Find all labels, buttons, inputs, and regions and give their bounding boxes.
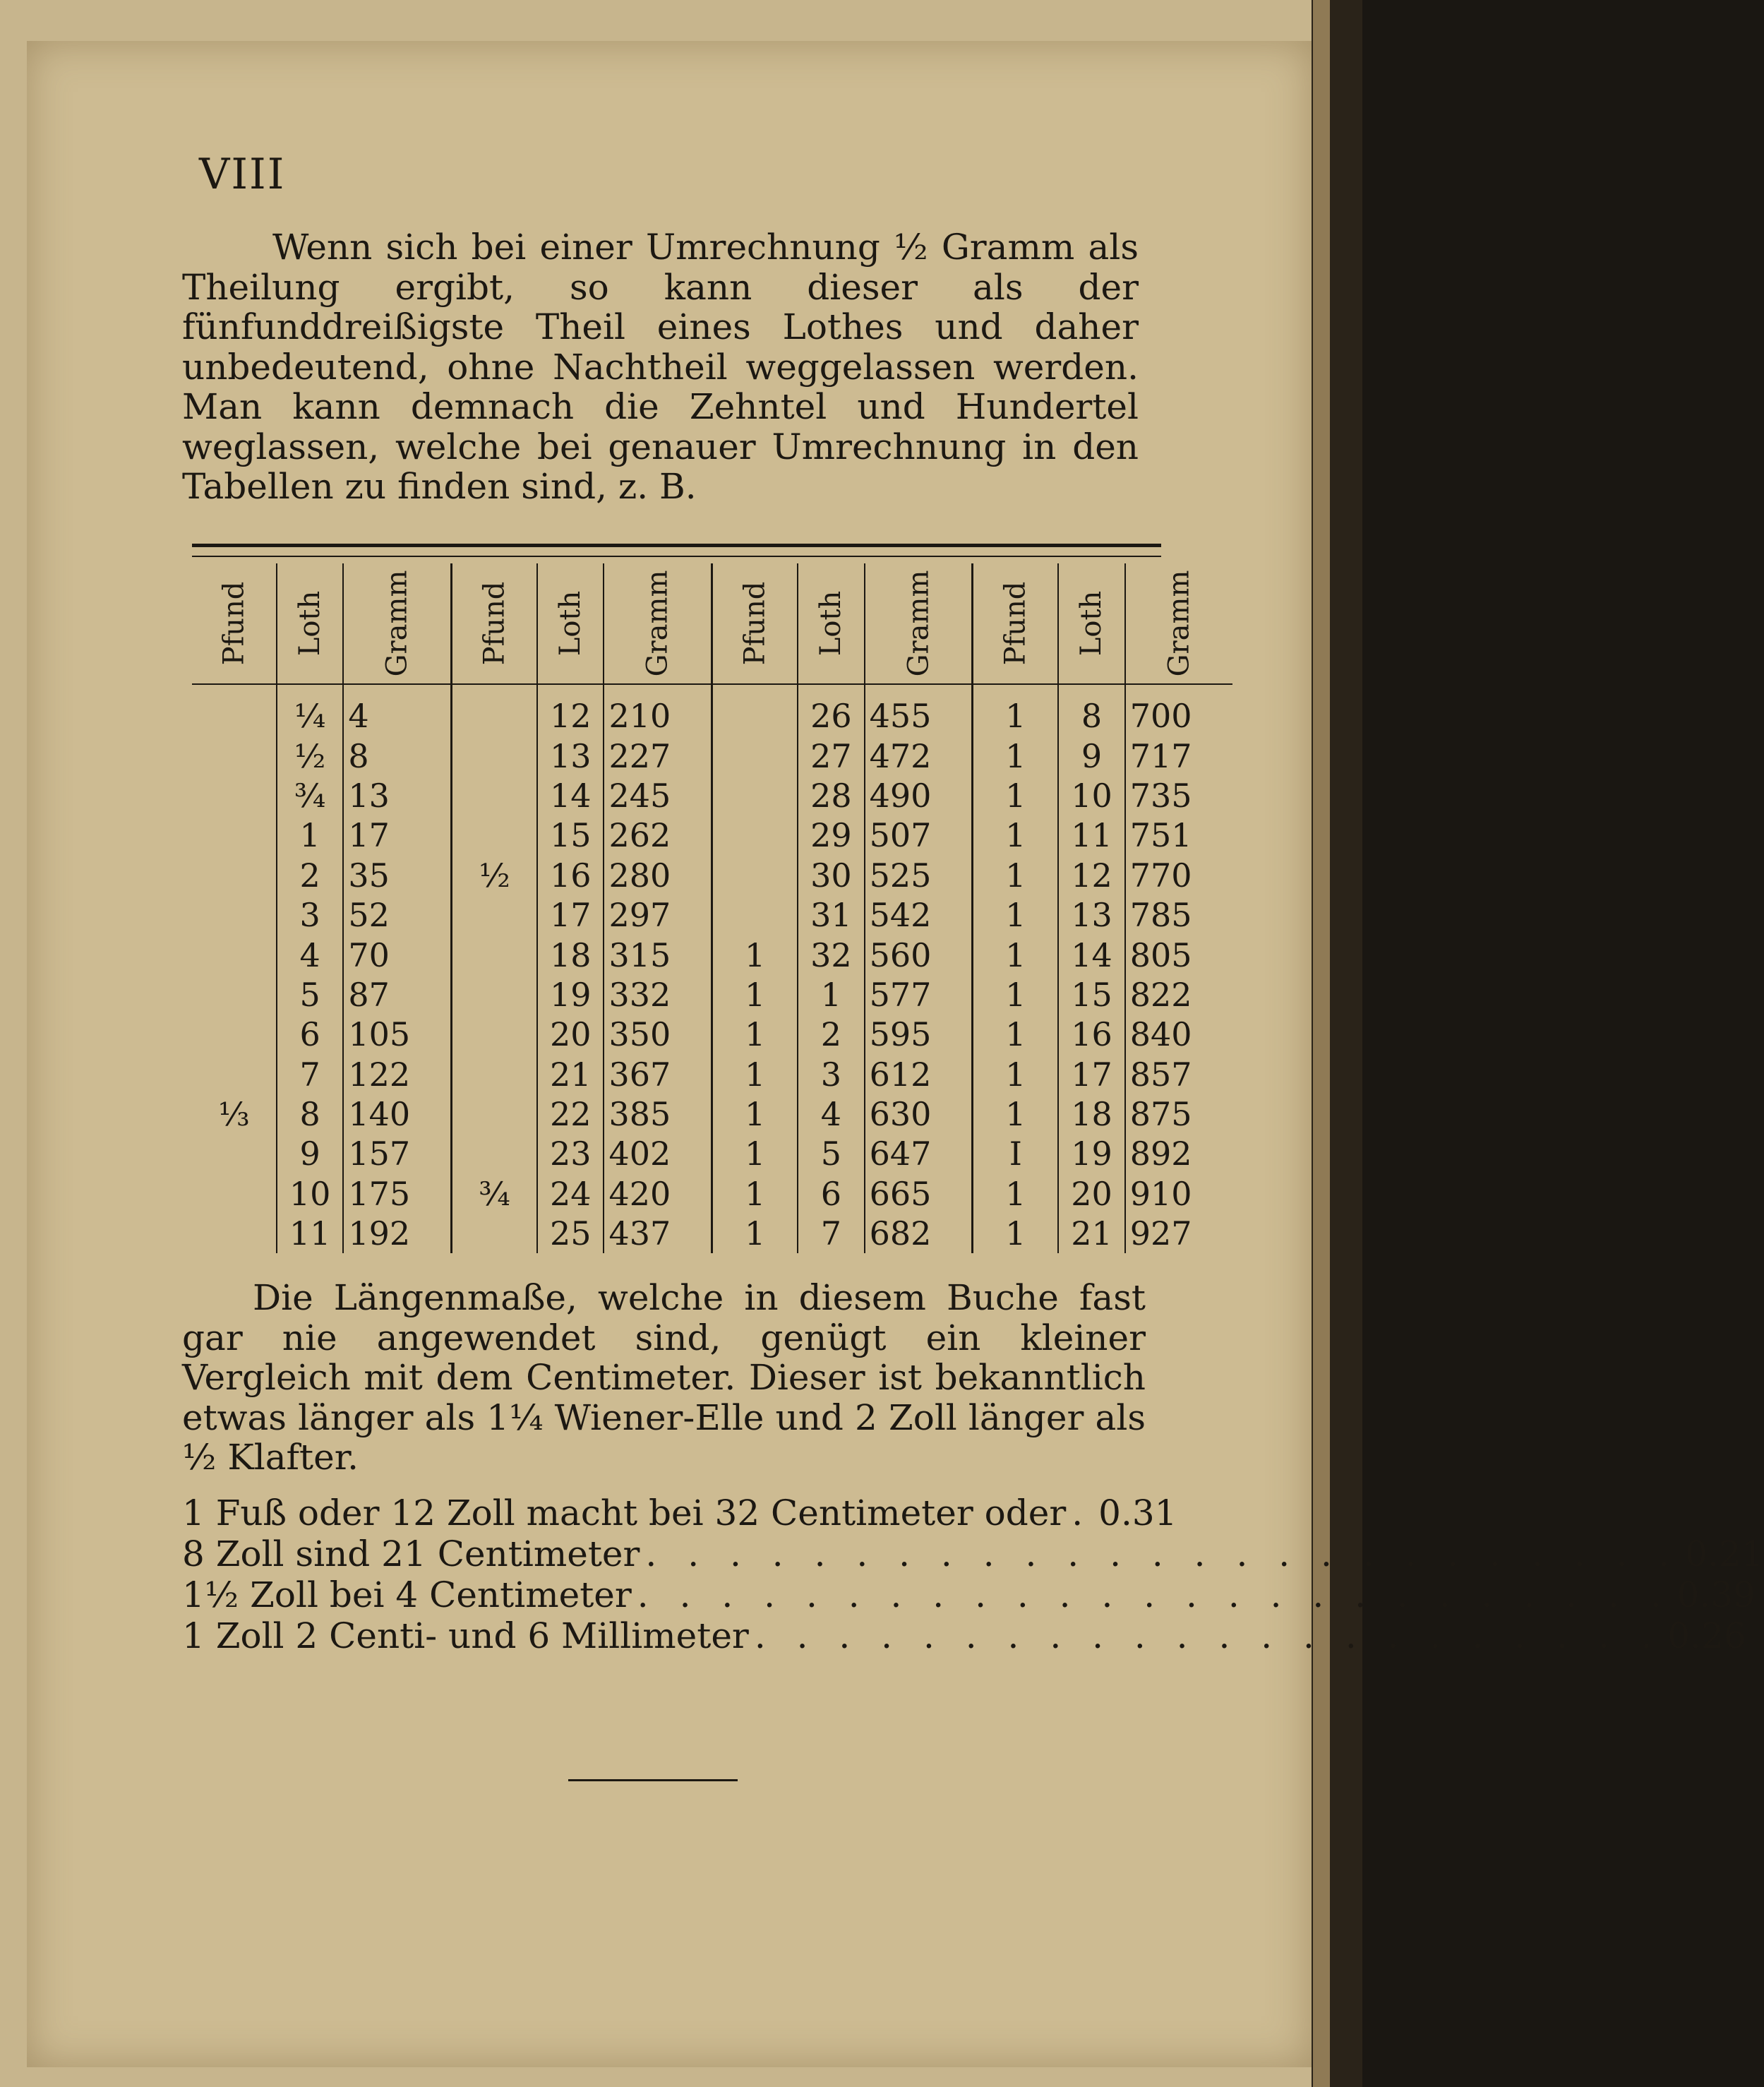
table-cell: 21 [537, 1055, 604, 1094]
header-cell: Pfund [712, 563, 798, 684]
table-row [192, 1174, 1232, 1214]
measure-row [182, 1493, 1177, 1533]
table-cell: 2 [277, 856, 343, 895]
table-cell: 3 [798, 1055, 864, 1094]
table-cell: 8 [1058, 684, 1124, 736]
table-cell: 9 [277, 1134, 343, 1173]
table-cell: 25 [537, 1214, 604, 1253]
table-cell: 805 [1125, 935, 1232, 974]
table-cell: I [973, 1134, 1058, 1173]
table-cell [192, 815, 277, 855]
spine-edge [1313, 0, 1330, 2087]
table-row [192, 736, 1232, 775]
table-cell [452, 1015, 537, 1054]
table-cell: 4 [277, 935, 343, 974]
table-cell [192, 1015, 277, 1054]
table-cell: 735 [1125, 776, 1232, 815]
table-cell: 32 [798, 935, 864, 974]
table-cell: 3 [277, 895, 343, 935]
table-cell: 437 [604, 1214, 712, 1253]
table-cell: ¾ [452, 1174, 537, 1214]
table-cell: 14 [1058, 935, 1124, 974]
table-cell: 1 [973, 1174, 1058, 1214]
table-cell: 22 [537, 1094, 604, 1134]
table-cell: 350 [604, 1015, 712, 1054]
table-row [192, 815, 1232, 855]
header-cell: Gramm [865, 563, 973, 684]
table-row [192, 1094, 1232, 1134]
table-cell: 822 [1125, 975, 1232, 1015]
table-cell: 16 [1058, 1015, 1124, 1054]
table-cell: 332 [604, 975, 712, 1015]
table-cell: 31 [798, 895, 864, 935]
table-cell [192, 935, 277, 974]
table-cell: 5 [277, 975, 343, 1015]
table-cell: 7 [277, 1055, 343, 1094]
table-cell: 717 [1125, 736, 1232, 775]
table-cell: 1 [712, 935, 798, 974]
table-cell: 1 [973, 1015, 1058, 1054]
table-cell: 70 [343, 935, 451, 974]
table-cell: 210 [604, 684, 712, 736]
table-cell: 297 [604, 895, 712, 935]
table-cell: 18 [537, 935, 604, 974]
table-cell [452, 1055, 537, 1094]
table-cell: 367 [604, 1055, 712, 1094]
table-cell: 12 [537, 684, 604, 736]
table-cell: 18 [1058, 1094, 1124, 1134]
table-top-rule [192, 544, 1161, 547]
table-cell: 10 [1058, 776, 1124, 815]
table-cell: 280 [604, 856, 712, 895]
table-header-row [192, 563, 1232, 684]
table-cell [192, 1214, 277, 1253]
leader-dots: . . . . . . . . . . . . . . . . . . . . . . . . . [645, 1533, 1680, 1574]
table-cell: 840 [1125, 1015, 1232, 1054]
table-cell: 1 [973, 935, 1058, 974]
table-cell: 1 [973, 1094, 1058, 1134]
table-cell: ½ [452, 856, 537, 895]
measure-row [182, 1574, 1756, 1615]
measure-value: 0.39 [1676, 1574, 1756, 1615]
table-cell: 1 [712, 975, 798, 1015]
table-cell: 1 [973, 776, 1058, 815]
table-cell: 6 [277, 1015, 343, 1054]
table-cell: 245 [604, 776, 712, 815]
table-cell: 87 [343, 975, 451, 1015]
table-cell [452, 1094, 537, 1134]
table-cell: 4 [798, 1094, 864, 1134]
closing-rule [568, 1779, 738, 1781]
table-cell: 525 [865, 856, 973, 895]
table-cell [452, 776, 537, 815]
table-cell: 385 [604, 1094, 712, 1134]
table-cell: 13 [343, 776, 451, 815]
measure-value: 0.21 [1685, 1533, 1764, 1574]
table-row [192, 856, 1232, 895]
table-cell: 105 [343, 1015, 451, 1054]
measure-text: 1½ Zoll bei 4 Centimeter [182, 1574, 632, 1615]
header-cell: Gramm [604, 563, 712, 684]
table-cell: 1 [973, 1214, 1058, 1253]
table-cell: 1 [712, 1015, 798, 1054]
table-cell [712, 856, 798, 895]
table-cell: 192 [343, 1214, 451, 1253]
table-row [192, 1015, 1232, 1054]
table-cell: 1 [973, 815, 1058, 855]
table-cell: 10 [277, 1174, 343, 1214]
table-cell: 490 [865, 776, 973, 815]
table-row [192, 935, 1232, 974]
table-cell: 630 [865, 1094, 973, 1134]
measure-text: 1 Fuß oder 12 Zoll macht bei 32 Centimeter oder [182, 1493, 1067, 1533]
table-cell: 857 [1125, 1055, 1232, 1094]
table-cell [452, 684, 537, 736]
table-cell: 770 [1125, 856, 1232, 895]
table-cell: 1 [973, 975, 1058, 1015]
table-cell: 17 [343, 815, 451, 855]
intro-paragraph: Wenn sich bei einer Umrechnung ½ Gramm als Theilung ergibt, so kann dieser als der fünfunddreißigste Theil eines Lothes und daher unbedeutend, ohne Nachtheil weggelassen werden. Man kann demnach die Zehntel und Hundertel weglassen, welche bei genauer Umrechnung in den Tabellen zu finden sind, z. B. [182, 227, 1139, 507]
header-cell: Loth [537, 563, 604, 684]
table-cell: 315 [604, 935, 712, 974]
table-cell [192, 736, 277, 775]
header-cell: Gramm [1125, 563, 1232, 684]
table-row [192, 684, 1232, 736]
table-cell: 700 [1125, 684, 1232, 736]
table-cell: 17 [1058, 1055, 1124, 1094]
measure-value: 0.26 [1667, 1615, 1746, 1656]
table-cell: 8 [343, 736, 451, 775]
table-cell [192, 684, 277, 736]
table-cell: ½ [277, 736, 343, 775]
table-cell: 11 [277, 1214, 343, 1253]
measure-row [182, 1615, 1746, 1656]
header-cell: Pfund [452, 563, 537, 684]
table-cell: 26 [798, 684, 864, 736]
table-cell [712, 736, 798, 775]
table-cell: 19 [1058, 1134, 1124, 1173]
table-cell: 12 [1058, 856, 1124, 895]
leader-dots: . . . . . . . . . . . . . . . . . . . . . . . . . [637, 1574, 1672, 1615]
table-cell: 1 [973, 736, 1058, 775]
table-cell [192, 1174, 277, 1214]
table-cell: 140 [343, 1094, 451, 1134]
table-cell [452, 815, 537, 855]
table-cell: 52 [343, 895, 451, 935]
header-cell: Loth [798, 563, 864, 684]
table-cell: 751 [1125, 815, 1232, 855]
table-cell: 1 [712, 1214, 798, 1253]
table-cell [712, 895, 798, 935]
table-cell: 7 [798, 1214, 864, 1253]
table-cell: 927 [1125, 1214, 1232, 1253]
measure-text: 1 Zoll 2 Centi- und 6 Millimeter [182, 1615, 749, 1656]
table-row [192, 1055, 1232, 1094]
table-cell [452, 1134, 537, 1173]
header-cell: Pfund [973, 563, 1058, 684]
page-number: VIII [199, 150, 286, 199]
table-row [192, 776, 1232, 815]
table-cell [192, 1134, 277, 1173]
table-cell: 23 [537, 1134, 604, 1173]
table-row [192, 975, 1232, 1015]
table-cell: 1 [712, 1055, 798, 1094]
table-top-rule-thin [192, 556, 1161, 557]
table-cell: 1 [798, 975, 864, 1015]
table-cell [192, 1055, 277, 1094]
table-cell: 1 [973, 895, 1058, 935]
table-cell [452, 1214, 537, 1253]
table-cell [192, 856, 277, 895]
table-cell: 542 [865, 895, 973, 935]
table-cell: 27 [798, 736, 864, 775]
table-cell [452, 895, 537, 935]
header-cell: Pfund [192, 563, 277, 684]
table-cell: 13 [537, 736, 604, 775]
table-cell: 1 [973, 856, 1058, 895]
table-cell: 20 [1058, 1174, 1124, 1214]
table-cell: 402 [604, 1134, 712, 1173]
table-cell: 13 [1058, 895, 1124, 935]
table-row [192, 1134, 1232, 1173]
table-cell: 507 [865, 815, 973, 855]
table-cell: 1 [712, 1134, 798, 1173]
table-cell: 892 [1125, 1134, 1232, 1173]
table-cell: 2 [798, 1015, 864, 1054]
header-cell: Loth [1058, 563, 1124, 684]
table-cell: 1 [973, 1055, 1058, 1094]
table-cell [192, 895, 277, 935]
table-cell: 1 [712, 1174, 798, 1214]
table-cell [712, 815, 798, 855]
table-cell [452, 935, 537, 974]
measure-row [182, 1533, 1764, 1574]
table-cell: 29 [798, 815, 864, 855]
table-cell [712, 776, 798, 815]
table-cell: ¼ [277, 684, 343, 736]
table-body [192, 684, 1232, 1253]
header-cell: Gramm [343, 563, 451, 684]
table-cell: 24 [537, 1174, 604, 1214]
table-cell: 1 [277, 815, 343, 855]
conversion-table [192, 563, 1232, 1253]
table-cell: 1 [712, 1094, 798, 1134]
table-cell: 560 [865, 935, 973, 974]
table-cell: 785 [1125, 895, 1232, 935]
measure-text: 8 Zoll sind 21 Centimeter [182, 1533, 640, 1574]
table-cell: 157 [343, 1134, 451, 1173]
table-cell: 262 [604, 815, 712, 855]
table-cell [452, 975, 537, 1015]
table-cell: 21 [1058, 1214, 1124, 1253]
table-cell: 17 [537, 895, 604, 935]
table-cell: 910 [1125, 1174, 1232, 1214]
table-cell: 1 [973, 684, 1058, 736]
table-cell: 595 [865, 1015, 973, 1054]
table-cell: 19 [537, 975, 604, 1015]
table-cell: 5 [798, 1134, 864, 1173]
table-cell: 6 [798, 1174, 864, 1214]
table-cell: 455 [865, 684, 973, 736]
table-cell: 175 [343, 1174, 451, 1214]
table-cell: 28 [798, 776, 864, 815]
table-cell: 577 [865, 975, 973, 1015]
table-cell: 9 [1058, 736, 1124, 775]
measure-list [182, 1493, 1764, 1656]
table-cell: 15 [537, 815, 604, 855]
table-cell: 875 [1125, 1094, 1232, 1134]
table-cell: 30 [798, 856, 864, 895]
table-cell: 612 [865, 1055, 973, 1094]
leader-dots: . . . . . . . . . . . . . . . . . . . . . . [754, 1615, 1662, 1656]
table-cell: 472 [865, 736, 973, 775]
table-cell: 15 [1058, 975, 1124, 1015]
table-cell: ⅓ [218, 1095, 250, 1134]
table-cell: ¾ [277, 776, 343, 815]
leader-dots: . [1072, 1493, 1093, 1533]
table-cell [192, 975, 277, 1015]
table-row [192, 1214, 1232, 1253]
table-cell: 665 [865, 1174, 973, 1214]
table-cell [452, 736, 537, 775]
table-cell: 16 [537, 856, 604, 895]
table-cell: 11 [1058, 815, 1124, 855]
table-cell: 682 [865, 1214, 973, 1253]
table-cell: 4 [343, 684, 451, 736]
table-cell: 420 [604, 1174, 712, 1214]
table-cell: 20 [537, 1015, 604, 1054]
table-cell: 227 [604, 736, 712, 775]
length-paragraph: Die Längenmaße, welche in diesem Buche fast gar nie angewendet sind, genügt ein kleiner Vergleich mit dem Centimeter. Dieser ist bekanntlich etwas länger als 1¼ Wiener-Elle und 2 Zoll länger als ½ Klafter. [182, 1277, 1146, 1478]
header-cell: Loth [277, 563, 343, 684]
table-cell: 8 [277, 1094, 343, 1134]
table-cell: 35 [343, 856, 451, 895]
table-cell: 122 [343, 1055, 451, 1094]
table-cell [712, 684, 798, 736]
measure-value: 0.31 [1098, 1493, 1177, 1533]
table-cell: 647 [865, 1134, 973, 1173]
table-cell [192, 776, 277, 815]
table-row [192, 895, 1232, 935]
table-cell: 14 [537, 776, 604, 815]
